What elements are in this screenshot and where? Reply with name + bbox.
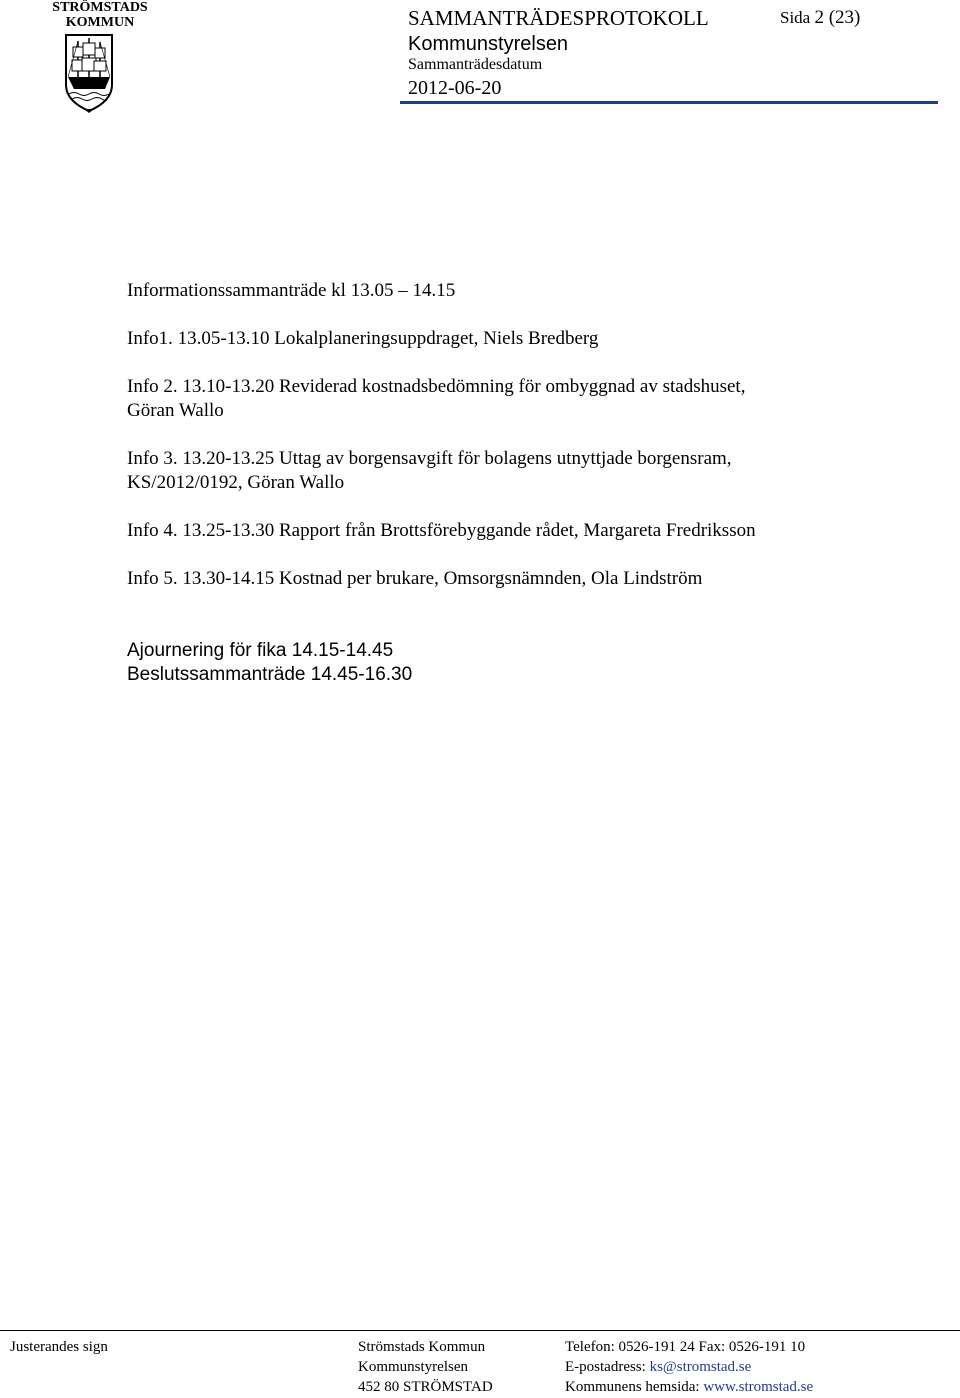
organization-name-line2: KOMMUN [65,15,135,30]
meeting-date: 2012-06-20 [408,77,502,99]
agenda-intro: Informationssammanträde kl 13.05 – 14.15 [127,280,456,301]
page-indicator [780,8,860,28]
board-name: Kommunstyrelsen [408,33,569,55]
email-link[interactable]: ks@stromstad.se [649,1359,752,1375]
phone-fax-line: Telefon: 0526-191 24 Fax: 0526-191 10 [565,1339,806,1355]
organization-name [50,0,150,30]
agenda-item: Info 3. 13.20-13.25 Uttag av borgensavgift för bolagens utnyttjade borgensram, KS/2012/0192, Göran Wallo [127,448,732,493]
page-number: 2 (23) [814,7,861,28]
agenda-content [127,279,767,687]
address-line: Kommunstyrelsen [358,1359,468,1375]
break-line: Ajournering för fika 14.15-14.45 [127,640,394,661]
organization-name-line1: STRÖMSTADS [52,0,148,15]
website-label: Kommunens hemsida: [565,1379,700,1395]
ship-crest-icon [64,33,114,113]
signature-label: Justerandes sign [10,1339,108,1355]
website-line [565,1377,813,1397]
postal-address [358,1337,493,1397]
meeting-date-label: Sammanträdesdatum [408,56,543,73]
address-line: Strömstads Kommun [358,1339,486,1355]
footer-divider [0,1330,960,1331]
contact-info [565,1337,813,1397]
email-line [565,1357,813,1377]
website-link[interactable]: www.stromstad.se [703,1379,814,1395]
header-divider [400,101,938,104]
agenda-item: Info 2. 13.10-13.20 Reviderad kostnadsbedömning för ombyggnad av stadshuset, Göran Wallo [127,376,746,421]
agenda-item: Info 5. 13.30-14.15 Kostnad per brukare, Omsorgsnämnden, Ola Lindström [127,568,703,589]
agenda-item: Info 4. 13.25-13.30 Rapport från Brottsförebyggande rådet, Margareta Fredriksson [127,520,756,541]
agenda-item: Info1. 13.05-13.10 Lokalplaneringsuppdraget, Niels Bredberg [127,328,599,349]
address-line: 452 80 STRÖMSTAD [358,1379,493,1395]
page-label: Sida [780,8,811,27]
decision-session-line: Beslutssammanträde 14.45-16.30 [127,664,413,685]
signature-field [10,1337,108,1357]
document-title: SAMMANTRÄDESPROTOKOLL [408,6,709,30]
email-label: E-postadress: [565,1359,646,1375]
